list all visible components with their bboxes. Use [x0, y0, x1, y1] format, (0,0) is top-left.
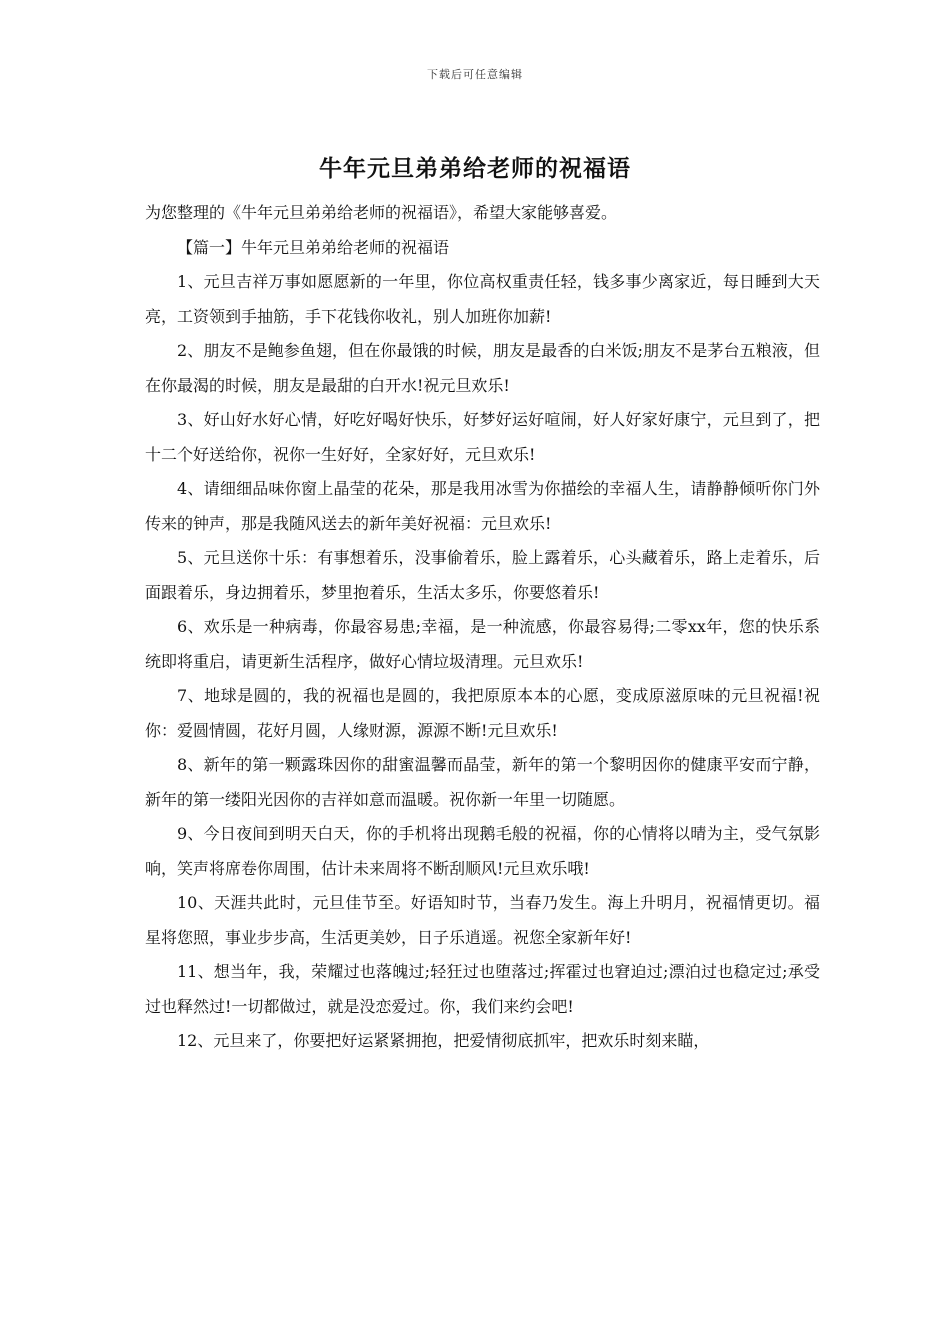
header-note: 下载后可任意编辑 [427, 68, 523, 81]
blessing-item: 8、新年的第一颗露珠因你的甜蜜温馨而晶莹，新年的第一个黎明因你的健康平安而宁静，新年的第一缕阳光因你的吉祥如意而温暖。祝你新一年里一切随愿。 [145, 755, 820, 809]
blessing-item: 7、地球是圆的，我的祝福也是圆的，我把原原本本的心愿，变成原滋原味的元旦祝福!祝你：爱圆情圆，花好月圆，人缘财源，源源不断!元旦欢乐! [145, 686, 820, 740]
blessing-item: 2、朋友不是鲍参鱼翅，但在你最饿的时候，朋友是最香的白米饭;朋友不是茅台五粮液，但在你最渴的时候，朋友是最甜的白开水!祝元旦欢乐! [145, 341, 820, 395]
blessing-item: 12、元旦来了，你要把好运紧紧拥抱，把爱情彻底抓牢，把欢乐时刻来瞄， [177, 1031, 710, 1050]
document-body [145, 196, 820, 1059]
blessing-item: 1、元旦吉祥万事如愿愿新的一年里，你位高权重责任轻，钱多事少离家近，每日睡到大天亮，工资领到手抽筋，手下花钱你收礼，别人加班你加薪! [145, 272, 820, 326]
blessing-item: 4、请细细品味你窗上晶莹的花朵，那是我用冰雪为你描绘的幸福人生，请静静倾听你门外传来的钟声，那是我随风送去的新年美好祝福：元旦欢乐! [145, 479, 820, 533]
blessing-item: 6、欢乐是一种病毒，你最容易患;幸福，是一种流感，你最容易得;二零xx年，您的快乐系统即将重启，请更新生活程序，做好心情垃圾清理。元旦欢乐! [145, 617, 820, 671]
blessing-item: 5、元旦送你十乐：有事想着乐，没事偷着乐，脸上露着乐，心头藏着乐，路上走着乐，后面跟着乐，身边拥着乐，梦里抱着乐，生活太多乐，你要悠着乐! [145, 548, 820, 602]
blessing-item: 3、好山好水好心情，好吃好喝好快乐，好梦好运好喧闹，好人好家好康宁，元旦到了，把十二个好送给你，祝你一生好好，全家好好，元旦欢乐! [145, 410, 820, 464]
document-title: 牛年元旦弟弟给老师的祝福语 [319, 155, 631, 182]
blessing-item: 9、今日夜间到明天白天，你的手机将出现鹅毛般的祝福，你的心情将以晴为主，受气氛影响，笑声将席卷你周围，估计未来周将不断刮顺风!元旦欢乐哦! [145, 824, 820, 878]
blessing-item: 10、天涯共此时，元旦佳节至。好语知时节，当春乃发生。海上升明月，祝福情更切。福星将您照，事业步步高，生活更美妙，日子乐逍遥。祝您全家新年好! [145, 893, 820, 947]
section-heading: 【篇一】牛年元旦弟弟给老师的祝福语 [177, 237, 450, 257]
blessing-item: 11、想当年，我，荣耀过也落魄过;轻狂过也堕落过;挥霍过也窘迫过;漂泊过也稳定过;承受过也释然过!一切都做过，就是没恋爱过。你，我们来约会吧! [145, 962, 820, 1016]
intro-paragraph: 为您整理的《牛年元旦弟弟给老师的祝福语》，希望大家能够喜爱。 [145, 203, 618, 222]
